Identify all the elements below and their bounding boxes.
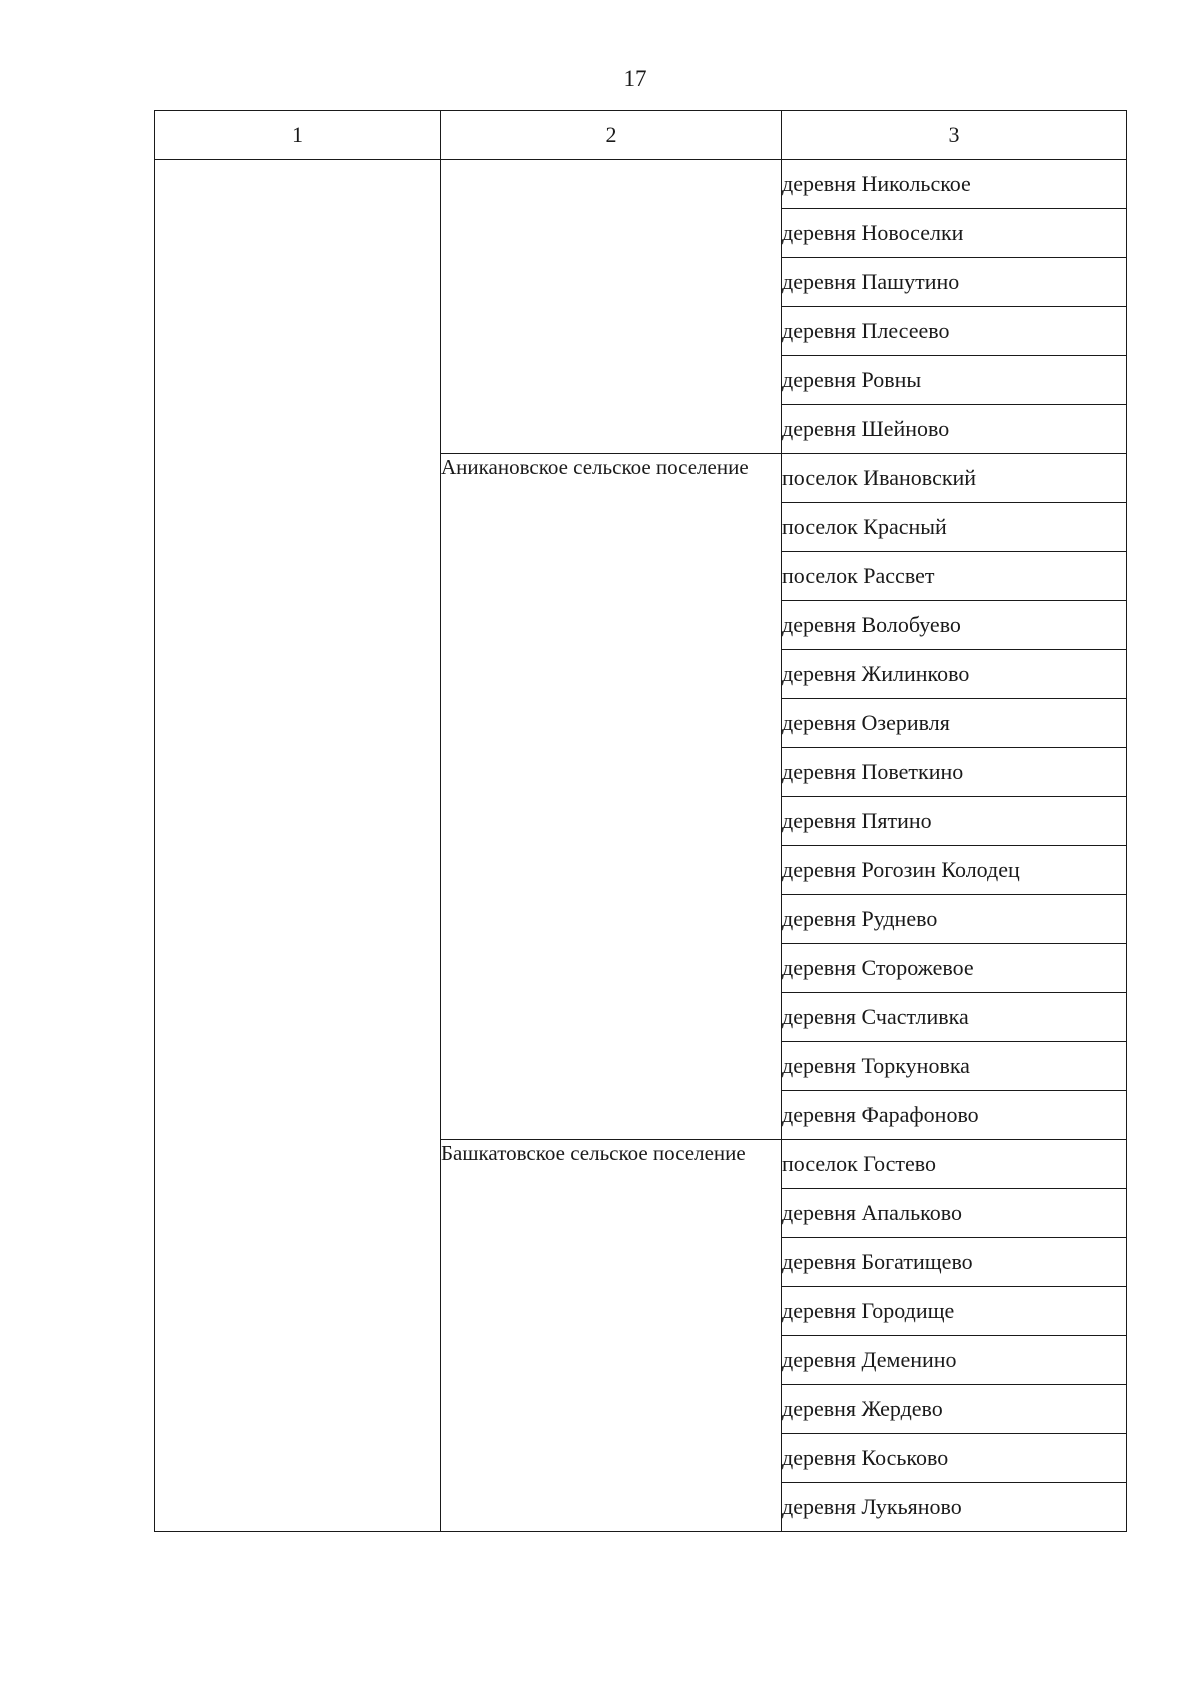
locality-cell: поселок Ивановский: [782, 454, 1127, 503]
locality-cell: деревня Новоселки: [782, 209, 1127, 258]
settlement-cell: [441, 160, 782, 454]
locality-cell: деревня Плесеево: [782, 307, 1127, 356]
locality-cell: деревня Счастливка: [782, 993, 1127, 1042]
table-row: [155, 160, 1127, 209]
locality-cell: деревня Жердево: [782, 1385, 1127, 1434]
locality-cell: деревня Городище: [782, 1287, 1127, 1336]
page-number: 17: [623, 66, 647, 91]
locality-cell: деревня Озеривля: [782, 699, 1127, 748]
settlement-cell: Аникановское сельское поселение: [441, 454, 782, 1140]
locality-cell: деревня Пятино: [782, 797, 1127, 846]
district-cell: [155, 160, 441, 1532]
locality-cell: деревня Ровны: [782, 356, 1127, 405]
locality-cell: поселок Гостево: [782, 1140, 1127, 1189]
table-body: [155, 160, 1127, 1532]
table-header-row: [155, 111, 1127, 160]
locality-cell: деревня Шейново: [782, 405, 1127, 454]
column-header-3: 3: [782, 111, 1127, 160]
locality-cell: деревня Пашутино: [782, 258, 1127, 307]
locality-cell: поселок Красный: [782, 503, 1127, 552]
settlement-cell: Башкатовское сельское поселение: [441, 1140, 782, 1532]
locality-cell: деревня Торкуновка: [782, 1042, 1127, 1091]
column-header-1: 1: [155, 111, 441, 160]
locality-cell: деревня Богатищево: [782, 1238, 1127, 1287]
locality-cell: деревня Никольское: [782, 160, 1127, 209]
locality-cell: деревня Жилинково: [782, 650, 1127, 699]
locality-cell: деревня Волобуево: [782, 601, 1127, 650]
locality-cell: деревня Деменино: [782, 1336, 1127, 1385]
locality-cell: деревня Лукьяново: [782, 1483, 1127, 1532]
locality-cell: поселок Рассвет: [782, 552, 1127, 601]
locality-cell: деревня Поветкино: [782, 748, 1127, 797]
locality-cell: деревня Апальково: [782, 1189, 1127, 1238]
locality-cell: деревня Сторожевое: [782, 944, 1127, 993]
locality-cell: деревня Фарафоново: [782, 1091, 1127, 1140]
column-header-2: 2: [441, 111, 782, 160]
locality-cell: деревня Руднево: [782, 895, 1127, 944]
settlements-table: [154, 110, 1127, 1532]
locality-cell: деревня Рогозин Колодец: [782, 846, 1127, 895]
locality-cell: деревня Коськово: [782, 1434, 1127, 1483]
